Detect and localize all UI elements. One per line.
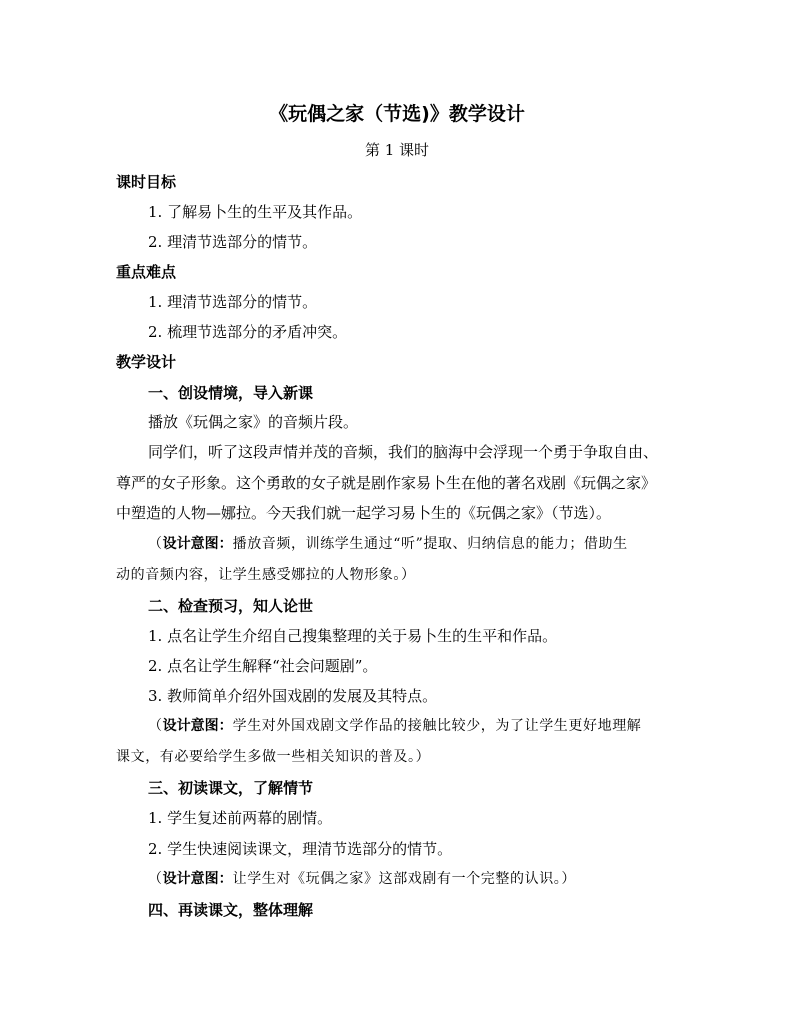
section1-paragraph2-line3: 中塑造的人物—娜拉。今天我们就一起学习易卜生的《玩偶之家》（节选）。 bbox=[116, 504, 612, 522]
section3-intent-label: 设计意图： bbox=[162, 871, 233, 887]
section3-intent-text1: 让学生对《玩偶之家》这部戏剧有一个完整的认识。） bbox=[232, 871, 577, 887]
section2-intent-label: 设计意图： bbox=[162, 718, 233, 734]
section2-item-2: 2. 点名让学生解释“社会问题剧”。 bbox=[148, 657, 378, 675]
section2-item-1: 1. 点名让学生介绍自己搜集整理的关于易卜生的生平和作品。 bbox=[148, 627, 558, 645]
section3-intent-paren: （ bbox=[148, 871, 163, 887]
section3-item-1: 1. 学生复述前两幕的剧情。 bbox=[148, 809, 333, 827]
key-points-heading: 重点难点 bbox=[116, 263, 177, 281]
section2-intent-paren: （ bbox=[148, 718, 163, 734]
key-point-item-2: 2. 梳理节选部分的矛盾冲突。 bbox=[148, 323, 348, 341]
section1-intent-line1 bbox=[148, 532, 680, 556]
document-subtitle: 第 1 课时 bbox=[364, 141, 430, 159]
section3-item-2: 2. 学生快速阅读课文，理清节选部分的情节。 bbox=[148, 840, 453, 858]
section1-intent-paren: （ bbox=[148, 536, 163, 552]
document-title: 《玩偶之家（节选)》教学设计 bbox=[269, 103, 525, 125]
section1-intent-label: 设计意图： bbox=[162, 536, 233, 552]
section2-item-3: 3. 教师简单介绍外国戏剧的发展及其特点。 bbox=[148, 687, 438, 705]
design-heading: 教学设计 bbox=[116, 353, 177, 371]
objective-item-2: 2. 理清节选部分的情节。 bbox=[148, 233, 318, 251]
section1-paragraph2-line1: 同学们，听了这段声情并茂的音频，我们的脑海中会浮现一个勇于争取自由、 bbox=[148, 443, 659, 461]
section3-heading: 三、初读课文，了解情节 bbox=[148, 779, 314, 797]
section1-paragraph2-line2: 尊严的女子形象。这个勇敢的女子就是剧作家易卜生在他的著名戏剧《玩偶之家》 bbox=[116, 474, 657, 492]
section2-heading: 二、检查预习，知人论世 bbox=[148, 597, 314, 615]
section1-intent-line2: 动的音频内容，让学生感受娜拉的人物形象。） bbox=[116, 567, 416, 583]
section3-intent-line1 bbox=[148, 867, 680, 891]
section2-intent-line1 bbox=[148, 714, 680, 738]
section4-heading: 四、再读课文，整体理解 bbox=[148, 901, 314, 919]
section1-intent-text1: 播放音频，训练学生通过“听”提取、归纳信息的能力；借助生 bbox=[232, 536, 628, 552]
objectives-heading: 课时目标 bbox=[116, 173, 177, 191]
section1-heading: 一、创设情境，导入新课 bbox=[148, 384, 314, 402]
key-point-item-1: 1. 理清节选部分的情节。 bbox=[148, 293, 318, 311]
objective-item-1: 1. 了解易卜生的生平及其作品。 bbox=[148, 203, 363, 221]
section1-paragraph1: 播放《玩偶之家》的音频片段。 bbox=[148, 413, 359, 431]
section2-intent-line2: 课文，有必要给学生多做一些相关知识的普及。） bbox=[116, 749, 431, 765]
section2-intent-text1: 学生对外国戏剧文学作品的接触比较少，为了让学生更好地理解 bbox=[232, 718, 642, 734]
